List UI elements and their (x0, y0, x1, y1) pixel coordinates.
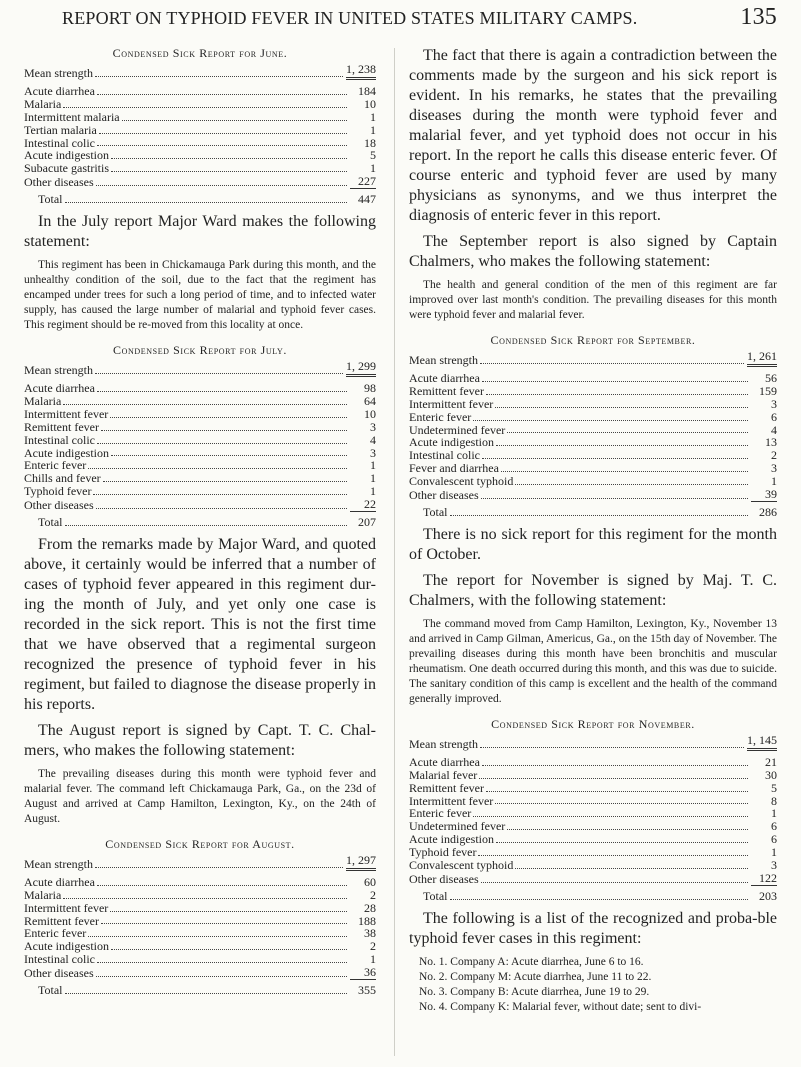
row-label: Malarial fever (409, 767, 478, 782)
row-value: 10 (364, 96, 376, 111)
row-label: Mean strength (409, 353, 478, 367)
dot-leader (65, 201, 348, 203)
dot-leader (110, 910, 347, 912)
row-value: 1 (370, 471, 376, 486)
row-label: Intermittent fever (409, 793, 494, 808)
row-value: 36 (350, 966, 376, 980)
row-value: 30 (765, 767, 777, 782)
dot-leader (103, 480, 347, 482)
row-value: 1, 297 (346, 854, 376, 871)
table-row (24, 421, 376, 434)
row-label: Remittent fever (409, 383, 484, 398)
case-list-item: No. 1. Company A: Acute diarrhea, June 6 to 16. (419, 955, 644, 968)
dot-leader (486, 790, 748, 792)
table-row (24, 498, 376, 512)
row-label: Mean strength (24, 66, 93, 80)
october-paragraph: There is no sick report for this regiment for the month of October. (409, 525, 777, 563)
row-value: 6 (771, 409, 777, 424)
row-label: Intestinal colic (24, 432, 95, 447)
table-row (24, 876, 376, 889)
dot-leader (97, 884, 347, 886)
case-list (409, 955, 777, 1015)
row-label: Typhoid fever (409, 845, 477, 860)
row-value: 2 (771, 448, 777, 463)
dot-leader (507, 431, 748, 433)
table-row (409, 769, 777, 782)
row-value: 1, 238 (346, 63, 376, 80)
row-label: Intermittent fever (24, 900, 109, 915)
dot-leader (99, 132, 347, 134)
row-value: 1 (771, 474, 777, 489)
row-label: Malaria (24, 96, 62, 111)
row-value: 64 (364, 393, 376, 408)
row-value: 6 (771, 832, 777, 847)
table-row (24, 966, 376, 980)
row-value: 1 (370, 458, 376, 473)
dot-leader (63, 403, 347, 405)
row-label: Convalescent typhoid (409, 858, 514, 873)
table-row (24, 162, 376, 175)
dot-leader (93, 493, 347, 495)
dot-leader (97, 144, 347, 146)
row-value: 122 (751, 872, 777, 886)
table-row (409, 890, 777, 903)
table-title: Condensed Sick Report for June. (112, 46, 288, 60)
row-label: Intermittent malaria (24, 109, 120, 124)
dot-leader (65, 524, 348, 526)
row-label: Other diseases (24, 498, 94, 513)
row-value: 1 (370, 484, 376, 499)
dot-leader (495, 802, 748, 804)
row-value: 4 (771, 422, 777, 437)
right-column (409, 46, 777, 1015)
august-intro-paragraph: The August report is signed by Capt. T. C. Chal-mers, who makes the following statement: (24, 721, 376, 759)
dot-leader (481, 881, 748, 883)
table-row (409, 756, 777, 769)
row-value: 447 (358, 192, 376, 207)
table-row (409, 488, 777, 502)
dot-leader (95, 866, 343, 868)
row-value: 18 (364, 135, 376, 150)
september-table (409, 333, 777, 519)
row-label: Enteric fever (24, 458, 87, 473)
table-title: Condensed Sick Report for August. (105, 836, 295, 851)
row-label: Acute diarrhea (409, 370, 480, 385)
july-table (24, 343, 376, 529)
row-label: Intestinal colic (409, 448, 480, 463)
dot-leader (88, 467, 347, 469)
row-value: 159 (759, 383, 777, 398)
row-label: Intermittent fever (24, 406, 109, 421)
row-label: Convalescent typhoid (409, 474, 514, 489)
row-value: 1 (370, 952, 376, 967)
table-row (24, 902, 376, 915)
dot-leader (515, 867, 748, 869)
case-list-intro-paragraph: The following is a list of the recognized and proba-ble typhoid fever cases in this regiment: (409, 909, 777, 947)
november-intro-paragraph: The report for November is signed by Maj. T. C. Chalmers, with the following statement: (409, 571, 777, 609)
row-label: Remittent fever (409, 780, 484, 795)
row-value: 207 (358, 515, 376, 530)
dot-leader (111, 948, 347, 950)
row-value: 3 (771, 461, 777, 476)
dot-leader (479, 777, 748, 779)
row-value: 3 (771, 396, 777, 411)
row-label: Other diseases (24, 966, 94, 981)
row-label: Total (423, 504, 448, 519)
row-label: Malaria (24, 887, 62, 902)
dot-leader (515, 483, 748, 485)
row-value: 227 (350, 175, 376, 189)
dot-leader (96, 507, 347, 509)
row-value: 3 (370, 419, 376, 434)
case-list-item: No. 3. Company B: Acute diarrhea, June 19 to 29. (419, 985, 650, 998)
table-title: Condensed Sick Report for July. (113, 343, 287, 358)
column-divider (394, 48, 395, 1056)
november-quote: The command moved from Camp Hamilton, Lexington, Ky., November 13 and arrived in Camp Gilman, Americus, Ga., on the 15th day of November. The prevailing diseases during this month have been bronchitis and muscular rheumatism. One death occurred during this month, and this was due to suicide. The sanitary condition of this camp is excellent and the health of the command generally improved. (409, 617, 777, 705)
row-label: Mean strength (24, 856, 93, 871)
table-title: Condensed Sick Report for September. (490, 333, 696, 347)
dot-leader (111, 170, 347, 172)
table-row (24, 953, 376, 966)
dot-leader (478, 854, 748, 856)
row-value: 2 (370, 939, 376, 954)
row-value: 2 (370, 887, 376, 902)
dot-leader (496, 444, 748, 446)
dot-leader (63, 897, 347, 899)
row-value: 5 (771, 780, 777, 795)
row-label: Remittent fever (24, 419, 99, 434)
table-row (24, 984, 376, 997)
dot-leader (480, 362, 744, 364)
row-value: 21 (765, 754, 777, 769)
august-table (24, 837, 376, 997)
november-table (409, 717, 777, 903)
table-row (409, 385, 777, 398)
row-value: 184 (358, 83, 376, 98)
row-value: 3 (771, 858, 777, 873)
row-value: 355 (358, 983, 376, 998)
row-value: 8 (771, 793, 777, 808)
row-label: Enteric fever (24, 926, 87, 941)
dot-leader (95, 75, 343, 77)
dot-leader (97, 442, 347, 444)
august-quote: The prevailing diseases during this month were typhoid fever and malarial fever. The command left Chickamauga Park, Ga., on the 23d of August and arrived at Camp Hamilton, Lexington, Ky., on the 24th of August. (24, 767, 376, 825)
dot-leader (110, 416, 347, 418)
table-row (409, 734, 777, 751)
dot-leader (486, 393, 748, 395)
row-label: Undetermined fever (409, 422, 506, 437)
row-value: 6 (771, 819, 777, 834)
dot-leader (481, 497, 748, 499)
table-title: Condensed Sick Report for November. (491, 716, 695, 731)
row-label: Intestinal colic (24, 135, 95, 150)
table-row (24, 408, 376, 421)
dot-leader (480, 746, 744, 748)
row-value: 38 (364, 926, 376, 941)
dot-leader (95, 372, 343, 374)
table-row (24, 854, 376, 871)
row-label: Subacute gastritis (24, 161, 109, 176)
row-value: 1 (771, 806, 777, 821)
row-value: 98 (364, 380, 376, 395)
row-label: Acute indigestion (409, 832, 494, 847)
table-row (24, 360, 376, 377)
row-label: Total (38, 983, 63, 998)
row-label: Acute diarrhea (24, 380, 95, 395)
row-value: 5 (370, 148, 376, 163)
table-row (24, 98, 376, 111)
running-title: REPORT ON TYPHOID FEVER IN UNITED STATES MILITARY CAMPS. (62, 8, 638, 28)
dot-leader (96, 184, 347, 186)
table-row (24, 124, 376, 137)
row-label: Acute indigestion (24, 939, 109, 954)
dot-leader (473, 419, 748, 421)
row-value: 4 (370, 432, 376, 447)
row-label: Intestinal colic (24, 952, 95, 967)
row-label: Other diseases (409, 488, 479, 503)
dot-leader (482, 457, 748, 459)
row-label: Other diseases (24, 175, 94, 190)
row-label: Other diseases (409, 871, 479, 886)
case-list-item: No. 4. Company K: Malarial fever, without date; sent to divi- (419, 1000, 702, 1013)
table-row (24, 193, 376, 206)
row-label: Typhoid fever (24, 484, 92, 499)
row-label: Acute diarrhea (24, 874, 95, 889)
row-value: 10 (364, 406, 376, 421)
row-label: Tertian malaria (24, 122, 97, 137)
table-row (409, 872, 777, 886)
row-label: Acute indigestion (24, 445, 109, 460)
row-label: Mean strength (409, 736, 478, 751)
dot-leader (96, 975, 347, 977)
row-value: 3 (370, 445, 376, 460)
row-label: Total (38, 515, 63, 530)
row-value: 1 (771, 845, 777, 860)
row-label: Malaria (24, 393, 62, 408)
dot-leader (501, 470, 748, 472)
row-label: Acute diarrhea (409, 754, 480, 769)
dot-leader (482, 380, 748, 382)
left-column (24, 46, 376, 997)
row-value: 60 (364, 874, 376, 889)
row-label: Total (38, 192, 63, 207)
row-value: 13 (765, 435, 777, 450)
july-quote: This regiment has been in Chickamauga Park during this month, and the unhealthy condition of the soil, due to the fact that the regiment has encamped under trees for such a long period of time, and to infected water supply, has caused the large number of malarial and typhoid fever cases. This regiment should be re-moved from this locality at once. (24, 259, 376, 332)
row-label: Chills and fever (24, 471, 101, 486)
row-value: 56 (765, 370, 777, 385)
table-row (409, 398, 777, 411)
table-row (409, 372, 777, 385)
row-value: 286 (759, 504, 777, 519)
row-value: 188 (358, 913, 376, 928)
row-value: 1 (370, 109, 376, 124)
dot-leader (122, 119, 347, 121)
row-label: Acute indigestion (409, 435, 494, 450)
page-number: 135 (740, 4, 777, 30)
table-row (409, 350, 777, 367)
dot-leader (97, 93, 347, 95)
dot-leader (101, 922, 347, 924)
dot-leader (111, 157, 347, 159)
dot-leader (482, 764, 748, 766)
row-value: 1, 299 (346, 360, 376, 377)
dot-leader (88, 935, 347, 937)
row-value: 1 (370, 161, 376, 176)
table-row (24, 434, 376, 447)
september-intro-paragraph: The September report is also signed by Captain Chalmers, who makes the following statement: (409, 233, 777, 270)
table-row (409, 859, 777, 872)
table-row (24, 516, 376, 529)
table-row (24, 889, 376, 902)
dot-leader (496, 841, 748, 843)
table-row (409, 411, 777, 424)
row-value: 1, 261 (747, 350, 777, 367)
table-row (409, 475, 777, 488)
row-value: 22 (350, 498, 376, 512)
row-label: Remittent fever (24, 913, 99, 928)
row-label: Acute indigestion (24, 148, 109, 163)
row-value: 1 (370, 122, 376, 137)
table-row (24, 111, 376, 124)
table-row (24, 63, 376, 80)
row-label: Mean strength (24, 363, 93, 378)
row-value: 39 (751, 488, 777, 502)
dot-leader (97, 961, 347, 963)
contradiction-paragraph: The fact that there is again a contradiction between the comments made by the surgeon and his sick report is evident. In his remarks, he states that the prevailing diseases during the month were typhoid fever and malarial fever, and yet typhoid does not occur in his report. In the report he calls this disease enteric fever. Of course enteric and typhoid fever are used by many physicians as synonyms, and we thus interpret the diagnosis of enteric fever in this report. (409, 47, 777, 224)
table-row (24, 85, 376, 98)
row-value: 1, 145 (747, 734, 777, 751)
row-label: Total (423, 888, 448, 903)
table-row (409, 506, 777, 519)
june-table (24, 46, 376, 206)
table-row (24, 382, 376, 395)
table-row (24, 395, 376, 408)
july-remarks-paragraph: From the remarks made by Major Ward, and quoted above, it certainly would be inferred that a number of cases of typhoid fever appeared in this regiment dur-ing the month of July, and yet only one case is recorded in the sick report. This is not the first time that we have observed that a regimental surgeon recognized the presence of typhoid fever in his regiment, but failed to diagnose the disease properly in his reports. (24, 535, 376, 713)
row-label: Undetermined fever (409, 819, 506, 834)
dot-leader (111, 454, 347, 456)
page-header (22, 4, 777, 32)
dot-leader (97, 390, 347, 392)
row-value: 203 (759, 888, 777, 903)
dot-leader (450, 898, 749, 900)
row-label: Intermittent fever (409, 396, 494, 411)
dot-leader (495, 406, 748, 408)
table-row (24, 485, 376, 498)
dot-leader (101, 429, 347, 431)
table-row (24, 175, 376, 189)
dot-leader (65, 992, 348, 994)
row-label: Acute diarrhea (24, 83, 95, 98)
row-label: Enteric fever (409, 806, 472, 821)
dot-leader (507, 828, 748, 830)
september-quote: The health and general condition of the men of this regiment are far improved over last month's condition. The prevailing diseases for this month were typhoid fever and malarial fever. (409, 279, 777, 321)
dot-leader (63, 106, 347, 108)
july-intro-paragraph: In the July report Major Ward makes the following statement: (24, 213, 376, 251)
table-row (409, 782, 777, 795)
row-label: Enteric fever (409, 409, 472, 424)
row-value: 28 (364, 900, 376, 915)
case-list-item: No. 2. Company M: Acute diarrhea, June 11 to 22. (419, 970, 652, 983)
row-label: Fever and diarrhea (409, 461, 499, 476)
dot-leader (473, 815, 748, 817)
dot-leader (450, 514, 749, 516)
